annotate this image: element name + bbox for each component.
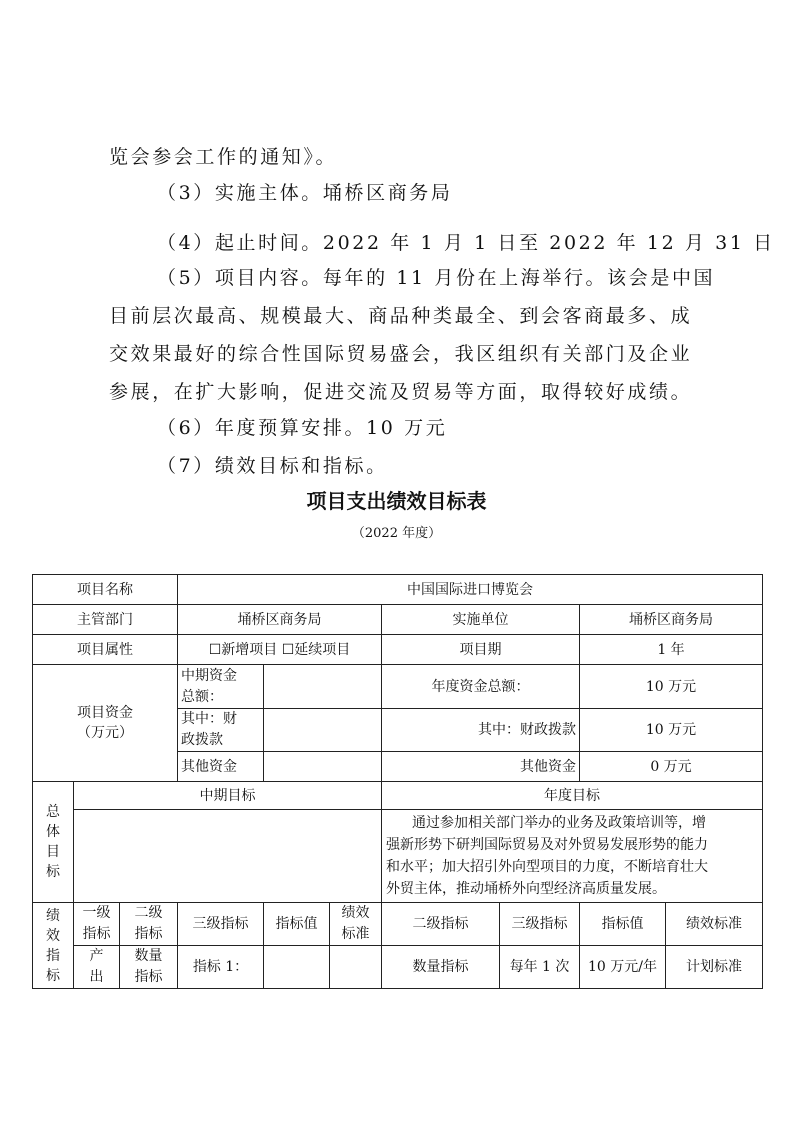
table-row <box>33 605 763 635</box>
new-project-checkbox[interactable]: ☐新增项目 <box>208 641 278 658</box>
annual-other-funds-value: 0 万元 <box>580 752 763 782</box>
implementer-value: 埇桥区商务局 <box>580 605 763 635</box>
body-paragraph-4-line-1: （5）项目内容。每年的 11 月份在上海举行。该会是中国 <box>157 267 716 289</box>
table-subtitle: （2022 年度） <box>351 526 442 541</box>
other-funds-label: 其他资金 <box>178 752 264 782</box>
department-value: 埇桥区商务局 <box>178 605 382 635</box>
indicator-1-value <box>264 946 330 989</box>
indicator-1-standard <box>330 946 382 989</box>
table-row <box>33 903 763 946</box>
body-paragraph-3: （4）起止时间。2022 年 1 月 1 日至 2022 年 12 月 31 日 <box>157 232 775 254</box>
project-attribute-label: 项目属性 <box>33 635 178 665</box>
annual-goal-header: 年度目标 <box>382 782 763 810</box>
body-paragraph-2: （3）实施主体。埇桥区商务局 <box>157 182 453 204</box>
table-row <box>33 575 763 605</box>
mid-term-goal-header: 中期目标 <box>74 782 382 810</box>
overall-goals-label: 总 体 目 标 <box>33 782 74 903</box>
annual-other-funds-label: 其他资金 <box>382 752 580 782</box>
indicator-1-cell: 指标 1： <box>178 946 264 989</box>
level-1-indicator-header: 一级 指标 <box>74 903 120 946</box>
body-paragraph-4-line-2: 目前层次最高、规模最大、商品种类最全、到会客商最多、成 <box>109 305 693 327</box>
table-row <box>33 665 763 709</box>
implementer-label: 实施单位 <box>382 605 580 635</box>
annual-quantity-indicator: 数量指标 <box>382 946 500 989</box>
continuing-project-checkbox[interactable]: ☐延续项目 <box>281 641 351 658</box>
level-3-indicator-header: 三级指标 <box>178 903 264 946</box>
table-row <box>33 635 763 665</box>
annual-standard-header: 绩效标准 <box>666 903 763 946</box>
annual-level-3-header: 三级指标 <box>500 903 580 946</box>
annual-fiscal-label: 其中：财政拨款 <box>382 709 580 752</box>
indicator-value-header: 指标值 <box>264 903 330 946</box>
annual-total-value: 10 万元 <box>580 665 763 709</box>
level-2-indicator-header: 二级 指标 <box>120 903 178 946</box>
table-row <box>33 782 763 810</box>
performance-indicators-label: 绩 效 指 标 <box>33 903 74 989</box>
project-attribute-options <box>178 635 382 665</box>
annual-fiscal-value: 10 万元 <box>580 709 763 752</box>
fiscal-allocation-value <box>264 709 382 752</box>
annual-level-2-header: 二级指标 <box>382 903 500 946</box>
project-name-label: 项目名称 <box>33 575 178 605</box>
mid-term-total-value <box>264 665 382 709</box>
project-name-value: 中国国际进口博览会 <box>178 575 763 605</box>
body-paragraph-4-line-4: 参展，在扩大影响，促进交流及贸易等方面，取得较好成绩。 <box>109 381 693 403</box>
project-period-label: 项目期 <box>382 635 580 665</box>
annual-indicator-standard: 计划标准 <box>666 946 763 989</box>
fiscal-allocation-label: 其中：财 政拨款 <box>178 709 264 752</box>
body-paragraph-5: （6）年度预算安排。10 万元 <box>157 417 448 439</box>
body-paragraph-6: （7）绩效目标和指标。 <box>157 455 388 477</box>
project-period-value: 1 年 <box>580 635 763 665</box>
annual-value-header: 指标值 <box>580 903 666 946</box>
performance-standard-header: 绩效 标准 <box>330 903 382 946</box>
annual-frequency: 每年 1 次 <box>500 946 580 989</box>
department-label: 主管部门 <box>33 605 178 635</box>
project-funds-label: 项目资金 （万元） <box>33 665 178 782</box>
quantity-indicator-cell: 数量 指标 <box>120 946 178 989</box>
body-paragraph-4-line-3: 交效果最好的综合性国际贸易盛会，我区组织有关部门及企业 <box>109 343 693 365</box>
performance-target-table <box>32 574 763 989</box>
output-indicator-cell: 产 出 <box>74 946 120 989</box>
annual-total-label: 年度资金总额： <box>382 665 580 709</box>
annual-goal-text: 通过参加相关部门举办的业务及政策培训等，增 强新形势下研判国际贸易及对外贸易发展形势的能力 和水平；加大招引外向型项目的力度，不断培育壮大 外贸主体，推动埇桥外向型经济高质量发展。 <box>382 810 763 903</box>
other-funds-value <box>264 752 382 782</box>
table-row <box>33 810 763 903</box>
table-title: 项目支出绩效目标表 <box>306 489 487 513</box>
mid-term-goal-text <box>74 810 382 903</box>
body-paragraph-1: 览会参会工作的通知》。 <box>109 146 338 168</box>
annual-indicator-value: 10 万元/年 <box>580 946 666 989</box>
table-row <box>33 946 763 989</box>
mid-term-total-label: 中期资金 总额： <box>178 665 264 709</box>
